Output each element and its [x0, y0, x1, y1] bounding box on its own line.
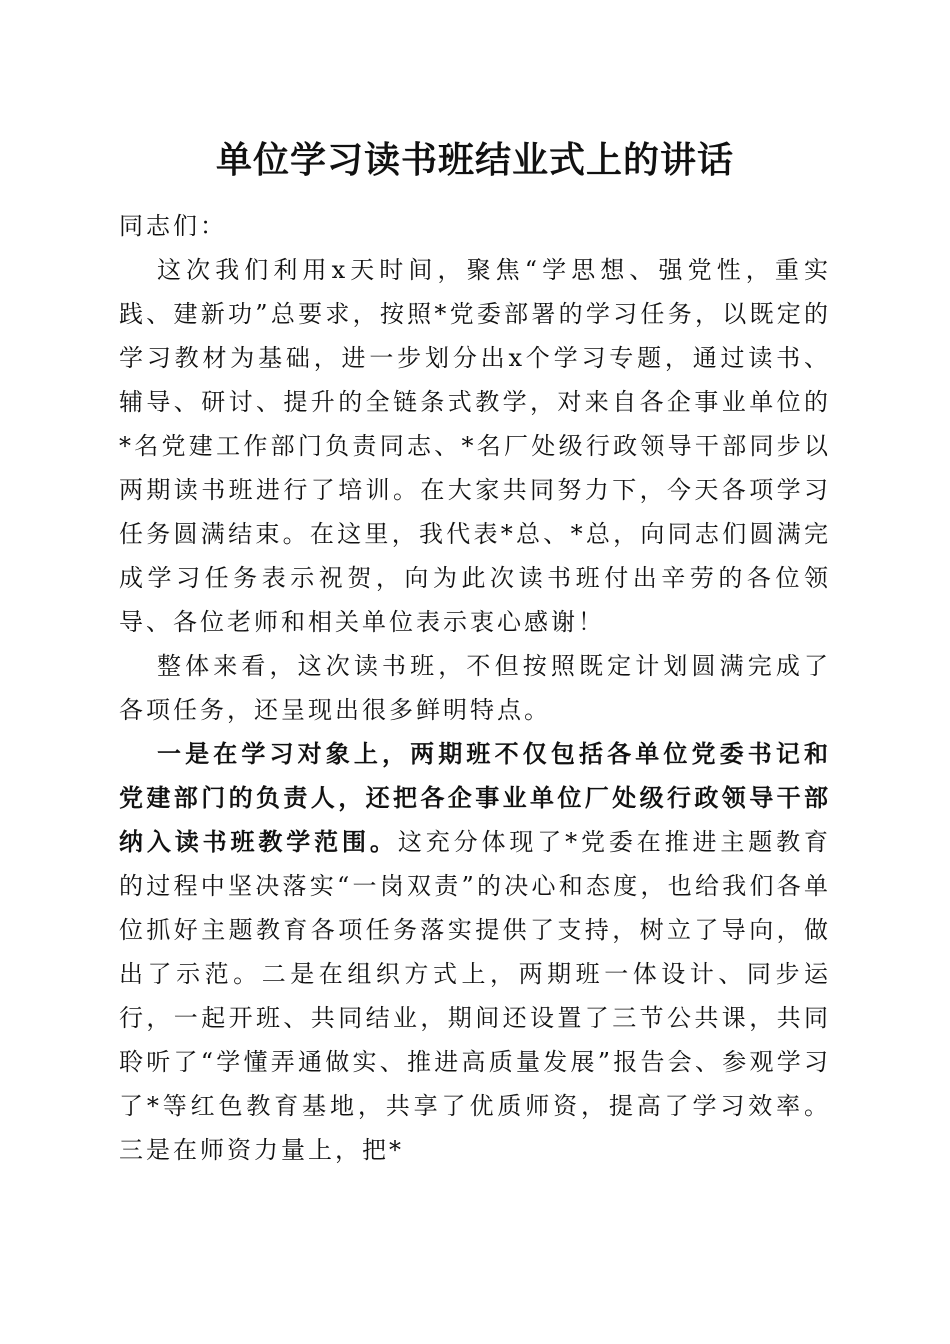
paragraph-overview: 整体来看，这次读书班，不但按照既定计划圆满完成了各项任务，还呈现出很多鲜明特点。 [119, 652, 831, 724]
paragraph-features-rest: 这充分体现了*党委在推进主题教育的过程中坚决落实“一岗双责”的决心和态度，也给我们各单位抓好主题教育各项任务落实提供了支持，树立了导向，做出了示范。二是在组织方式上，两期班一体设计、同步运行，一起开班、共同结业，期间还设置了三节公共课，共同聆听了“学懂弄通做实、推进高质量发展”报告会、参观学习了*等红色教育基地，共享了优质师资，提高了学习效率。三是在师资力量上，把* [119, 828, 832, 1164]
document-body [119, 204, 831, 1172]
paragraph-opening: 这次我们利用x天时间，聚焦“学思想、强党性，重实践、建新功”总要求，按照*党委部署的学习任务，以既定的学习教材为基础，进一步划分出x个学习专题，通过读书、辅导、研讨、提升的全链条式教学，对来自各企事业单位的*名党建工作部门负责同志、*名厂处级行政领导干部同步以两期读书班进行了培训。在大家共同努力下，今天各项学习任务圆满结束。在这里，我代表*总、*总，向同志们圆满完成学习任务表示祝贺，向为此次读书班付出辛劳的各位领导、各位老师和相关单位表示衷心感谢！ [119, 256, 831, 636]
document-title: 单位学习读书班结业式上的讲话 [215, 139, 734, 181]
paragraph-features-lead: 一是在学习对象上，两期班不仅包括各单位党委书记和党建部门的负责人，还把各企事业单位厂处级行政领导干部纳入读书班教学范围。 [119, 739, 831, 856]
salutation: 同志们： [119, 212, 227, 240]
paragraph-features [119, 732, 831, 1172]
